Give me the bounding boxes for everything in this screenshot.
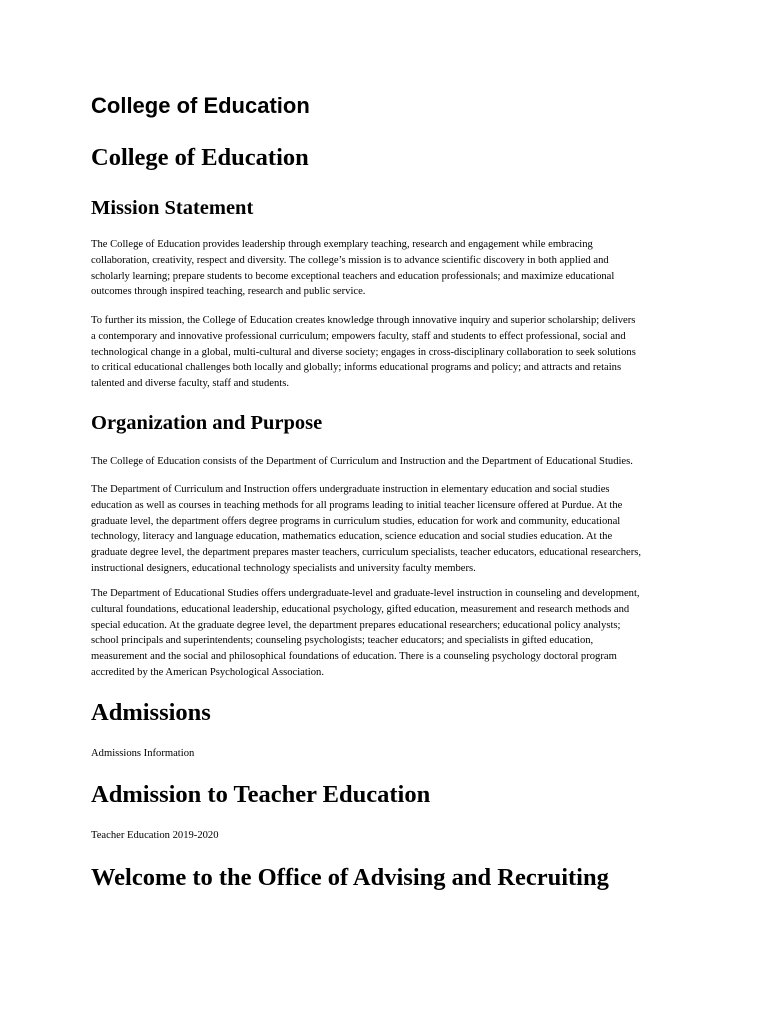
text-line: education as well as courses in teaching methods for all programs leading to initial teacher licensure offered at Purdue. At the (91, 499, 623, 511)
text-line: measurement and the social and philosophical foundations of education. There is a counseling psychology doctoral program (91, 651, 617, 663)
text-line: The Department of Educational Studies offers undergraduate-level and graduate-level instruction in counseling and development, (91, 588, 640, 599)
text-line: graduate degree level, the department prepares master teachers, curriculum specialists, teacher educators, educational researchers, (91, 547, 642, 559)
text-line: The College of Education consists of the Department of Curriculum and Instruction and the Department of Educational Studies. (91, 456, 633, 467)
text-line: talented and diverse faculty, staff and students. (91, 378, 289, 390)
text-line: collaboration, creativity, respect and diversity. The college’s mission is to advance scientific discovery in both applied and (91, 254, 609, 266)
document-title: College of Education (91, 93, 310, 118)
text-line: technological change in a global, multi-cultural and diverse society; engages in cross-disciplinary collaboration to seek solutions (91, 346, 636, 358)
admissions-information-text (91, 746, 687, 762)
teacher-education-heading: Admission to Teacher Education (91, 781, 431, 808)
page-heading: College of Education (91, 144, 309, 171)
text-line: cultural foundations, educational leadership, educational psychology, gifted education, measurement and research methods and (91, 603, 630, 615)
text-line: a contemporary and innovative professional curriculum; empowers faculty, staff and students to effect professional, social and (91, 330, 626, 342)
text-line: graduate level, the department offers degree programs in curriculum studies, education for work and community, educational (91, 515, 621, 527)
text-line: outcomes through inspired teaching, research and public service. (91, 286, 366, 298)
advising-recruiting-heading: Welcome to the Office of Advising and Recruiting (91, 864, 609, 891)
text-line: school principals and superintendents; counseling psychologists; teacher educators; and specialists in gifted education, (91, 635, 594, 647)
teacher-education-text (91, 828, 687, 844)
text-line: Teacher Education 2019-2020 (91, 830, 219, 841)
text-line: Admissions Information (91, 748, 195, 759)
text-line: accredited by the American Psychological Association. (91, 666, 324, 678)
educational-studies-paragraph (91, 586, 687, 681)
text-line: technology, literacy and language education, mathematics education, science education and social studies education. At the (91, 531, 613, 543)
text-line: to critical educational challenges both locally and globally; informs educational programs and policy; and attracts and retains (91, 362, 622, 374)
text-line: The College of Education provides leadership through exemplary teaching, research and engagement while embracing (91, 239, 593, 250)
text-line: To further its mission, the College of Education creates knowledge through innovative inquiry and superior scholarship; delivers (91, 315, 636, 326)
organization-purpose-heading: Organization and Purpose (91, 412, 323, 434)
mission-paragraph-1 (91, 237, 687, 300)
curriculum-instruction-paragraph (91, 482, 687, 577)
text-line: The Department of Curriculum and Instruction offers undergraduate instruction in elementary education and social studies (91, 484, 610, 495)
mission-paragraph-2 (91, 313, 687, 392)
text-line: scholarly learning; prepare students to become exceptional teachers and education professionals; and maximize educational (91, 270, 615, 282)
text-line: instructional designers, educational technology specialists and university faculty members. (91, 562, 476, 574)
text-line: special education. At the graduate degree level, the department prepares educational researchers; educational policy analysts; (91, 619, 621, 631)
organization-paragraph-1 (91, 454, 687, 470)
admissions-heading: Admissions (91, 699, 211, 726)
mission-statement-heading: Mission Statement (91, 197, 254, 219)
